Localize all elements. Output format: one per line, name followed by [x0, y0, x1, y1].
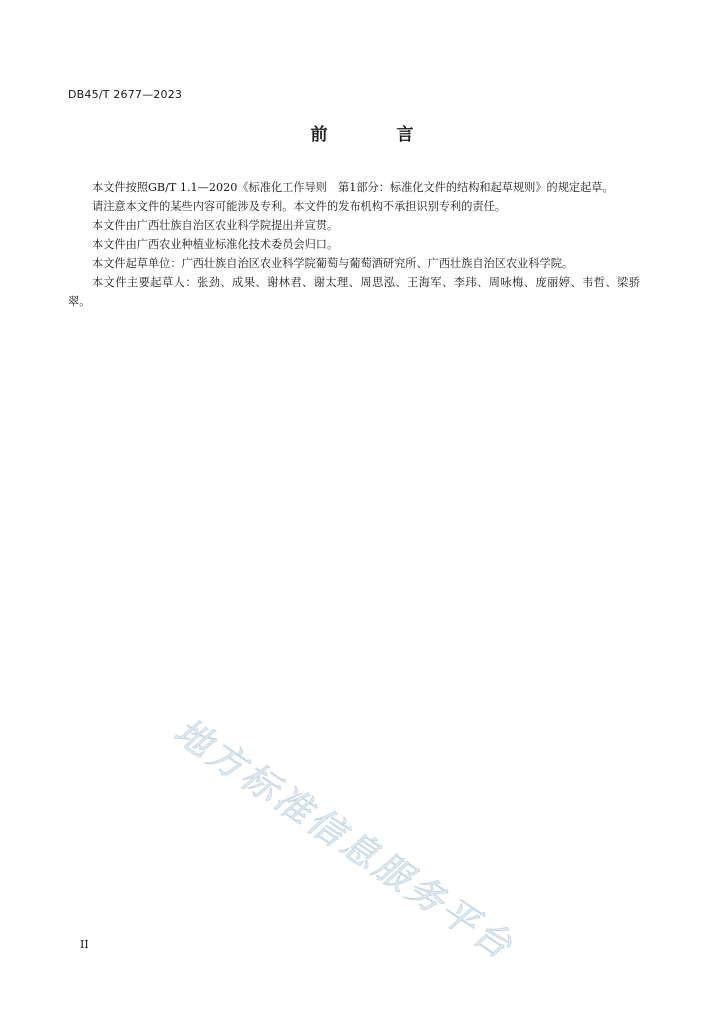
page-number: II	[80, 938, 89, 951]
document-code: DB45/T 2677—2023	[68, 88, 183, 101]
paragraph-centralized-management: 本文件由广西农业种植业标准化技术委员会归口。	[92, 238, 339, 251]
section-title: 前 言	[310, 125, 440, 145]
preface-body	[68, 178, 640, 311]
paragraph-drafting-units: 本文件起草单位：广西壮族自治区农业科学院葡萄与葡萄酒研究所、广西壮族自治区农业科学院。	[92, 257, 574, 270]
paragraph-proposer: 本文件由广西壮族自治区农业科学院提出并宣贯。	[92, 219, 339, 232]
paragraph-drafting-basis: 本文件按照GB/T 1.1—2020《标准化工作导则 第1部分：标准化文件的结构和起草规则》的规定起草。	[92, 181, 614, 194]
paragraph-drafters: 本文件主要起草人：张劲、成果、谢林君、谢太理、周思泓、王海军、李玮、周咏梅、庞丽婷、韦哲、梁骄翠。	[68, 276, 640, 308]
paragraph-patent-notice: 请注意本文件的某些内容可能涉及专利。本文件的发布机构不承担识别专利的责任。	[92, 200, 506, 213]
watermark: 地方标准信息服务平台	[166, 710, 522, 969]
